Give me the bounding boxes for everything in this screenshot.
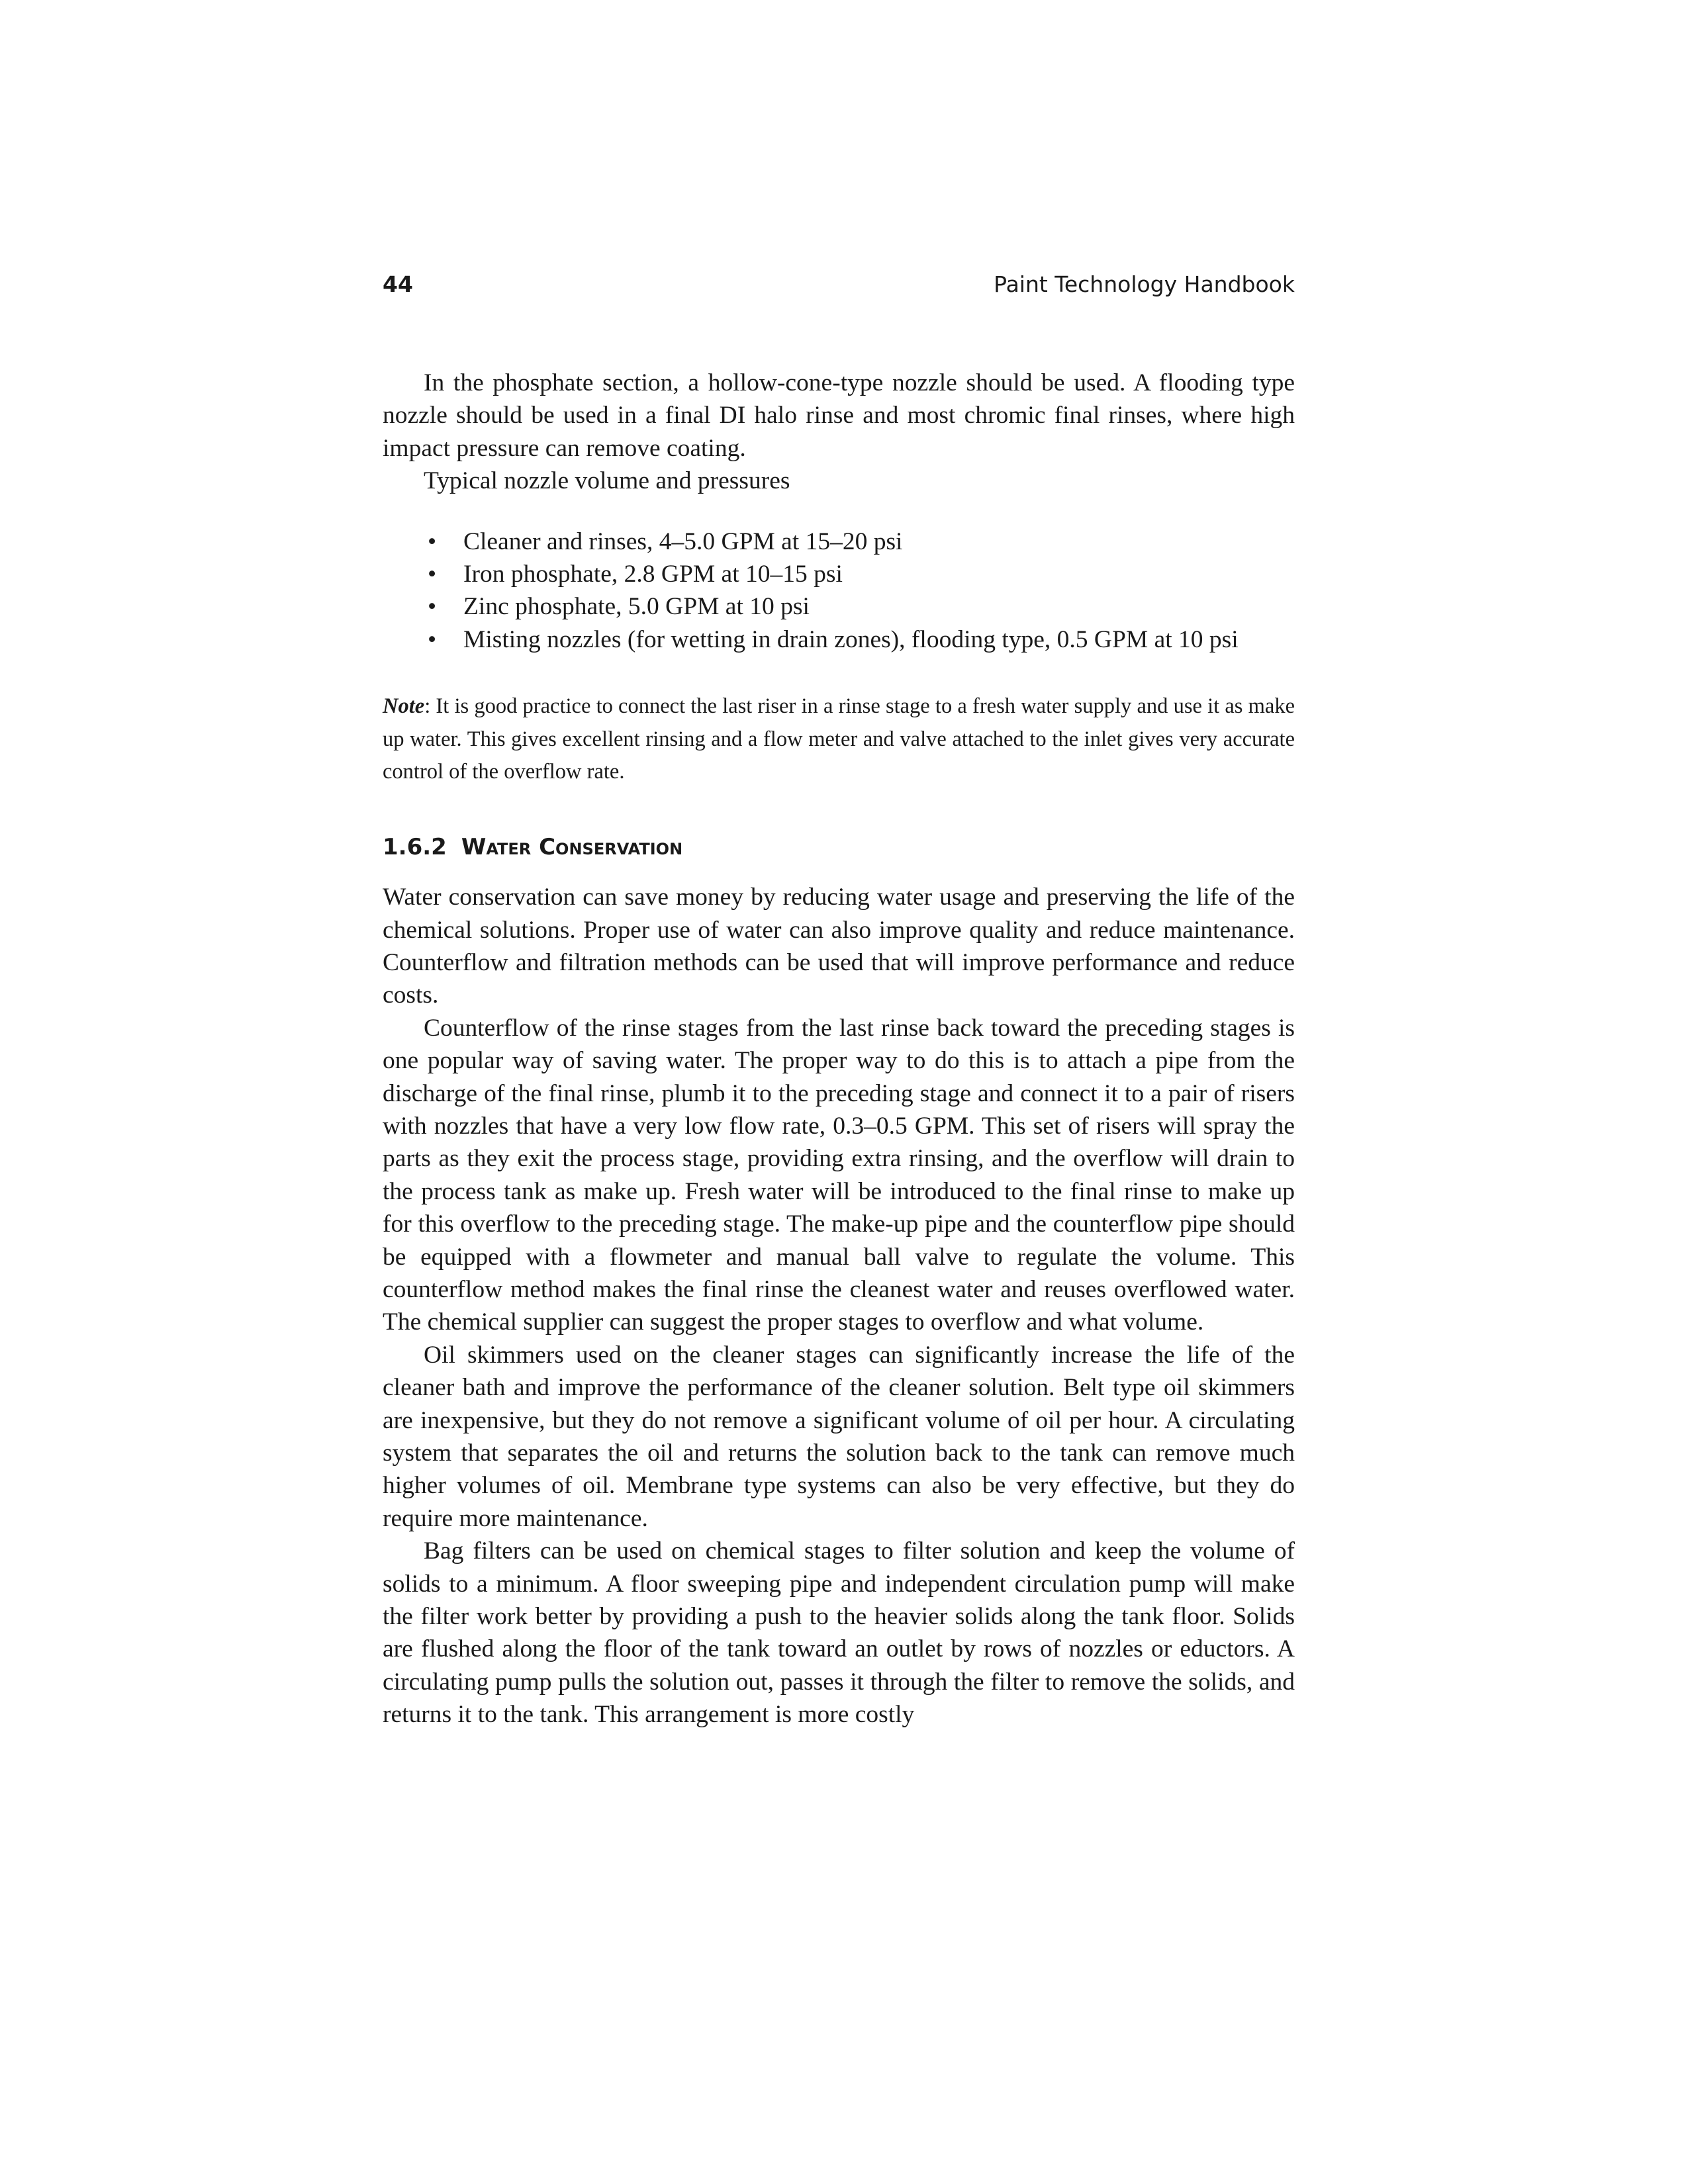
book-title: Paint Technology Handbook: [994, 271, 1295, 297]
section-number: 1.6.2: [383, 834, 447, 861]
nozzle-list: [383, 525, 1295, 657]
section-heading: [383, 831, 1295, 864]
bullet-icon: •: [428, 593, 437, 621]
body-text: [383, 367, 1295, 656]
list-item-text: Misting nozzles (for wetting in drain zones), flooding type, 0.5 GPM at 10 psi: [463, 625, 1239, 653]
list-item-text: Zinc phosphate, 5.0 GPM at 10 psi: [463, 593, 810, 621]
page-number: 44: [383, 271, 413, 297]
bullet-icon: •: [428, 625, 437, 653]
paragraph: Water conservation can save money by reducing water usage and preserving the life of the chemical solutions. Proper use of water can also improve quality and reduce maintenance. Counterflow and filtration methods can be used that will improve performance and reduce costs.: [383, 884, 1295, 1009]
list-item: [383, 590, 1295, 623]
paragraph: Counterflow of the rinse stages from the last rinse back toward the preceding stages is one popular way of saving water. The proper way to do this is to attach a pipe from the discharge of the final rinse, plumb it to the preceding stage and connect it to a pair of risers with nozzles that have a very low flow rate, 0.3–0.5 GPM. This set of risers will spray the parts as they exit the process stage, providing extra rinsing, and the overflow will drain to the process tank as make up. Fresh water will be introduced to the final rinse to make up for this overflow to the preceding stage. The make-up pipe and the counterflow pipe should be equipped with a flowmeter and manual ball valve to regulate the volume. This counterflow method makes the final rinse the cleanest water and reuses overflowed water. The chemical supplier can suggest the proper stages to overflow and what volume.: [383, 1014, 1295, 1336]
note: [383, 690, 1295, 788]
bullet-icon: •: [428, 527, 437, 555]
section-body: [383, 881, 1295, 1731]
book-page: [383, 271, 1295, 1731]
list-item-text: Cleaner and rinses, 4–5.0 GPM at 15–20 psi: [463, 527, 903, 555]
list-intro: Typical nozzle volume and pressures: [424, 467, 790, 495]
note-label: Note: [383, 694, 425, 719]
phosphate-paragraph: In the phosphate section, a hollow-cone-type nozzle should be used. A flooding type nozzle should be used in a final DI halo rinse and most chromic final rinses, where high impact pressure can remove coating.: [383, 369, 1295, 462]
note-text: : It is good practice to connect the last riser in a rinse stage to a fresh water supply and use it as make up water. This gives excellent rinsing and a flow meter and valve attached to the inlet gives very accurate control of the overflow rate.: [383, 694, 1295, 784]
bullet-icon: •: [428, 561, 437, 588]
list-item: [383, 623, 1295, 656]
paragraph: Bag filters can be used on chemical stages to filter solution and keep the volume of solids to a minimum. A floor sweeping pipe and independent circulation pump will make the filter work better by providing a push to the heavier solids along the tank floor. Solids are flushed along the floor of the tank toward an outlet by rows of nozzles or eductors. A circulating pump pulls the solution out, passes it through the filter to remove the solids, and returns it to the tank. This arrangement is more costly: [383, 1537, 1295, 1729]
list-item-text: Iron phosphate, 2.8 GPM at 10–15 psi: [463, 561, 843, 588]
running-head: [383, 271, 1295, 311]
list-item: [383, 525, 1295, 558]
section-title: Water Conservation: [461, 834, 683, 861]
list-item: [383, 558, 1295, 590]
paragraph: Oil skimmers used on the cleaner stages can significantly increase the life of the cleaner bath and improve the performance of the cleaner solution. Belt type oil skimmers are inexpensive, but they do not remove a significant volume of oil per hour. A circulating system that separates the oil and returns the solution back to the tank can remove much higher volumes of oil. Membrane type systems can also be very effective, but they do require more maintenance.: [383, 1341, 1295, 1532]
